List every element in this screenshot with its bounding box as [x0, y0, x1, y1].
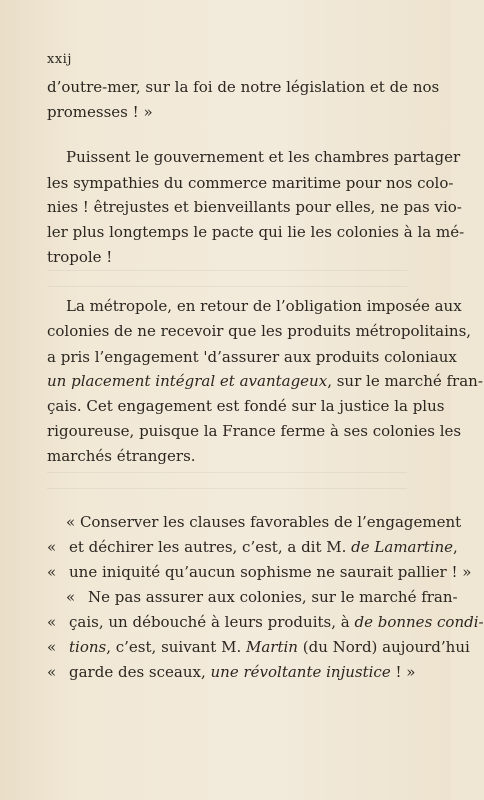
text-line-content: , — [453, 538, 458, 556]
quote-mark: « — [66, 588, 76, 606]
text-line — [47, 563, 471, 581]
text-line — [47, 78, 439, 96]
page-number: xxij — [47, 52, 72, 67]
text-line — [47, 613, 484, 631]
show-through-mark — [47, 286, 407, 287]
text-line — [66, 297, 462, 315]
text-line — [47, 638, 470, 656]
text-line-content: , sur le marché fran- — [327, 372, 483, 390]
italic-phrase: tions — [69, 638, 107, 656]
text-line-content: Puissent le gouvernement et les chambres partager — [66, 148, 461, 166]
text-line — [47, 348, 457, 366]
text-line — [47, 447, 196, 465]
text-line-content: d’outre-mer, sur la foi de notre législation et de nos — [47, 78, 440, 96]
text-line — [47, 397, 444, 415]
text-line-content: ler plus longtemps le pacte qui lie les colonies à la mé- — [47, 223, 465, 241]
text-line-content: nies ! êtrejustes et bienveillants pour elles, ne pas vio- — [47, 198, 462, 216]
text-line — [66, 588, 458, 606]
text-line-content: tropole ! — [47, 248, 113, 266]
text-line — [47, 422, 461, 440]
text-line-content: ! » — [390, 663, 416, 681]
text-line-content: une iniquité qu’aucun sophisme ne saurait pallier ! » — [69, 563, 472, 581]
text-line-content: marchés étrangers. — [47, 447, 196, 465]
text-line — [47, 103, 153, 121]
text-line-content: et déchirer les autres, c’est, a dit M. — [69, 538, 347, 556]
text-line — [66, 148, 460, 166]
show-through-mark — [47, 270, 407, 271]
text-line-content: garde des sceaux, — [69, 663, 206, 681]
text-line — [47, 223, 464, 241]
text-line — [47, 538, 458, 556]
quote-mark: « — [47, 538, 57, 556]
text-line-content: promesses ! » — [47, 103, 153, 121]
text-line-content: « Conserver les clauses favorables de l’engagement — [66, 513, 462, 531]
text-line-content: les sympathies du commerce maritime pour nos colo- — [47, 174, 454, 192]
text-line-content: Ne pas assurer aux colonies, sur le marché fran- — [88, 588, 458, 606]
quote-mark: « — [47, 563, 57, 581]
italic-phrase: une révoltante injustice — [210, 663, 391, 681]
text-line-content: (du Nord) aujourd’hui — [302, 638, 470, 656]
quote-mark: « — [47, 613, 57, 631]
italic-name: Martin — [246, 638, 298, 656]
text-line — [66, 513, 461, 531]
quote-mark: « — [47, 638, 57, 656]
text-line-content: La métropole, en retour de l’obligation imposée aux — [66, 297, 462, 315]
text-line-content: rigoureuse, puisque la France ferme à ses colonies les — [47, 422, 462, 440]
text-line-content: , c’est, suivant M. — [106, 638, 242, 656]
text-line — [47, 248, 112, 266]
italic-phrase: un placement intégral et avantageux — [47, 372, 328, 390]
text-line-content: a pris l’engagement 'd’assurer aux produits coloniaux — [47, 348, 457, 366]
text-line-content: colonies de ne recevoir que les produits métropolitains, — [47, 322, 472, 340]
text-line — [47, 322, 471, 340]
text-line-content: çais. Cet engagement est fondé sur la justice la plus — [47, 397, 445, 415]
text-line-content: çais, un débouché à leurs produits, à — [69, 613, 350, 631]
italic-phrase: de bonnes condi- — [354, 613, 484, 631]
quote-mark: « — [47, 663, 57, 681]
text-line — [47, 663, 415, 681]
italic-name: de Lamartine — [351, 538, 454, 556]
show-through-mark — [47, 472, 407, 473]
text-line — [47, 174, 453, 192]
text-line — [47, 198, 462, 216]
text-line — [47, 372, 483, 390]
show-through-mark — [47, 488, 407, 489]
